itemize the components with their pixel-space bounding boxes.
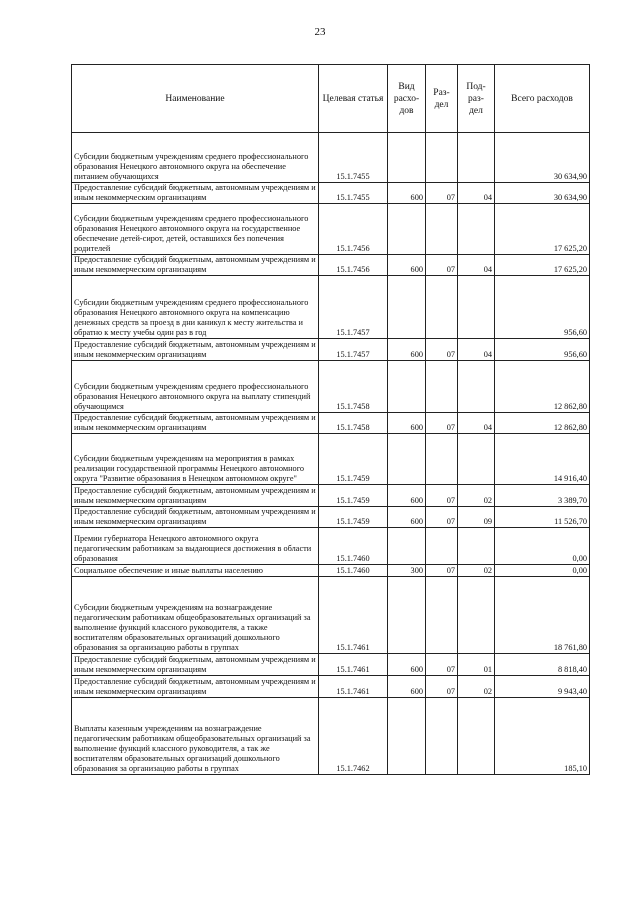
cell-name: Субсидии бюджетным учреждениям среднего профессионального образования Ненецкого автономного округа на компенсацию денежных средств за проезд в дни каникул к месту жительства и обратно к месту учебы один раз в год (72, 276, 319, 339)
table-row (72, 698, 590, 775)
cell-section (426, 698, 458, 775)
cell-total: 12 862,80 (495, 361, 590, 413)
cell-name: Предоставление субсидий бюджетным, автономным учреждениям и иным некоммерческим организациям (72, 676, 319, 698)
cell-article: 15.1.7456 (319, 204, 388, 255)
cell-subsection (458, 204, 495, 255)
header-article: Целевая статья (319, 65, 388, 133)
cell-expense-type: 600 (388, 654, 426, 676)
cell-section (426, 434, 458, 485)
cell-section (426, 133, 458, 183)
cell-expense-type (388, 434, 426, 485)
cell-total: 0,00 (495, 528, 590, 565)
cell-subsection (458, 434, 495, 485)
cell-name: Субсидии бюджетным учреждениям среднего профессионального образования Ненецкого автономного округа на выплату стипендий обучающимся (72, 361, 319, 413)
cell-expense-type (388, 133, 426, 183)
cell-name: Субсидии бюджетным учреждениям среднего профессионального образования Ненецкого автономного округа на обеспечение питанием обучающихся (72, 133, 319, 183)
table-row (72, 528, 590, 565)
cell-subsection (458, 276, 495, 339)
cell-article: 15.1.7457 (319, 339, 388, 361)
cell-article: 15.1.7461 (319, 577, 388, 654)
cell-expense-type: 600 (388, 255, 426, 276)
cell-article: 15.1.7455 (319, 133, 388, 183)
cell-total: 956,60 (495, 339, 590, 361)
cell-section: 07 (426, 676, 458, 698)
cell-subsection: 09 (458, 507, 495, 528)
header-name: Наименование (72, 65, 319, 133)
table-row (72, 339, 590, 361)
cell-name: Премии губернатора Ненецкого автономного округа педагогическим работникам за выдающиеся достижения в области образования (72, 528, 319, 565)
header-section: Раз- дел (426, 65, 458, 133)
cell-total: 30 634,90 (495, 133, 590, 183)
cell-name: Предоставление субсидий бюджетным, автономным учреждениям и иным некоммерческим организациям (72, 183, 319, 204)
cell-total: 956,60 (495, 276, 590, 339)
cell-expense-type: 600 (388, 413, 426, 434)
cell-article: 15.1.7455 (319, 183, 388, 204)
table-row (72, 276, 590, 339)
cell-name: Субсидии бюджетным учреждениям на мероприятия в рамках реализации государственной программы Ненецкого автономного округа "Развитие образования в Ненецком автономном округе" (72, 434, 319, 485)
cell-section (426, 276, 458, 339)
cell-subsection: 04 (458, 339, 495, 361)
cell-total: 18 761,80 (495, 577, 590, 654)
cell-section: 07 (426, 654, 458, 676)
table-row (72, 413, 590, 434)
cell-expense-type (388, 577, 426, 654)
cell-expense-type: 600 (388, 339, 426, 361)
cell-subsection: 01 (458, 654, 495, 676)
cell-name: Социальное обеспечение и иные выплаты населению (72, 565, 319, 577)
header-expense-type: Вид расхо- дов (388, 65, 426, 133)
cell-section (426, 577, 458, 654)
cell-expense-type: 600 (388, 183, 426, 204)
cell-subsection: 04 (458, 183, 495, 204)
cell-section: 07 (426, 413, 458, 434)
cell-section (426, 361, 458, 413)
cell-section (426, 204, 458, 255)
cell-expense-type (388, 276, 426, 339)
cell-expense-type (388, 528, 426, 565)
cell-article: 15.1.7458 (319, 361, 388, 413)
cell-name: Субсидии бюджетным учреждениям на вознаграждение педагогическим работникам общеобразовательных организаций за выполнение функций классного руководителя, а также воспитателям образовательных организаций дошкольного образования за организацию работы в группах (72, 577, 319, 654)
cell-subsection (458, 577, 495, 654)
cell-subsection: 02 (458, 485, 495, 507)
budget-table (71, 64, 590, 775)
cell-section (426, 528, 458, 565)
cell-total: 8 818,40 (495, 654, 590, 676)
cell-subsection: 02 (458, 565, 495, 577)
cell-name: Субсидии бюджетным учреждениям среднего профессионального образования Ненецкого автономного округа на государственное обеспечение детей-сирот, детей, оставшихся без попечения родителей (72, 204, 319, 255)
cell-total: 17 625,20 (495, 204, 590, 255)
cell-subsection: 04 (458, 413, 495, 434)
cell-subsection (458, 698, 495, 775)
table-row (72, 183, 590, 204)
cell-total: 185,10 (495, 698, 590, 775)
cell-expense-type (388, 361, 426, 413)
table-header-row (72, 65, 590, 133)
cell-subsection (458, 528, 495, 565)
cell-subsection (458, 361, 495, 413)
header-total: Всего расходов (495, 65, 590, 133)
header-subsection: Под- раз- дел (458, 65, 495, 133)
cell-total: 11 526,70 (495, 507, 590, 528)
cell-name: Предоставление субсидий бюджетным, автономным учреждениям и иным некоммерческим организациям (72, 413, 319, 434)
cell-expense-type (388, 698, 426, 775)
cell-subsection (458, 133, 495, 183)
cell-total: 0,00 (495, 565, 590, 577)
cell-expense-type: 600 (388, 507, 426, 528)
table-row (72, 577, 590, 654)
cell-subsection: 02 (458, 676, 495, 698)
table-row (72, 654, 590, 676)
cell-total: 3 389,70 (495, 485, 590, 507)
cell-name: Предоставление субсидий бюджетным, автономным учреждениям и иным некоммерческим организациям (72, 255, 319, 276)
cell-article: 15.1.7460 (319, 528, 388, 565)
cell-section: 07 (426, 565, 458, 577)
cell-expense-type (388, 204, 426, 255)
cell-total: 9 943,40 (495, 676, 590, 698)
cell-article: 15.1.7459 (319, 485, 388, 507)
table-row (72, 133, 590, 183)
cell-name: Предоставление субсидий бюджетным, автономным учреждениям и иным некоммерческим организациям (72, 654, 319, 676)
cell-article: 15.1.7456 (319, 255, 388, 276)
table-row (72, 204, 590, 255)
table-row (72, 507, 590, 528)
cell-name: Предоставление субсидий бюджетным, автономным учреждениям и иным некоммерческим организациям (72, 507, 319, 528)
cell-article: 15.1.7462 (319, 698, 388, 775)
cell-total: 14 916,40 (495, 434, 590, 485)
cell-subsection: 04 (458, 255, 495, 276)
table-row (72, 676, 590, 698)
table-row (72, 361, 590, 413)
cell-name: Выплаты казенным учреждениям на вознаграждение педагогическим работникам общеобразовательных организаций за выполнение функций классного руководителя, а так же воспитателям образовательных организаций дошкольного образования за организацию работы в группах (72, 698, 319, 775)
page-number: 23 (314, 26, 326, 38)
cell-name: Предоставление субсидий бюджетным, автономным учреждениям и иным некоммерческим организациям (72, 339, 319, 361)
cell-article: 15.1.7461 (319, 676, 388, 698)
table-row (72, 255, 590, 276)
table-row (72, 434, 590, 485)
cell-expense-type: 600 (388, 676, 426, 698)
cell-section: 07 (426, 339, 458, 361)
cell-article: 15.1.7457 (319, 276, 388, 339)
cell-article: 15.1.7461 (319, 654, 388, 676)
cell-expense-type: 600 (388, 485, 426, 507)
cell-total: 17 625,20 (495, 255, 590, 276)
table-row (72, 485, 590, 507)
cell-article: 15.1.7459 (319, 507, 388, 528)
cell-section: 07 (426, 183, 458, 204)
cell-section: 07 (426, 255, 458, 276)
cell-total: 12 862,80 (495, 413, 590, 434)
cell-name: Предоставление субсидий бюджетным, автономным учреждениям и иным некоммерческим организациям (72, 485, 319, 507)
cell-expense-type: 300 (388, 565, 426, 577)
cell-total: 30 634,90 (495, 183, 590, 204)
cell-section: 07 (426, 507, 458, 528)
cell-article: 15.1.7459 (319, 434, 388, 485)
cell-article: 15.1.7460 (319, 565, 388, 577)
table-body (72, 133, 590, 775)
cell-section: 07 (426, 485, 458, 507)
table-row (72, 565, 590, 577)
cell-article: 15.1.7458 (319, 413, 388, 434)
